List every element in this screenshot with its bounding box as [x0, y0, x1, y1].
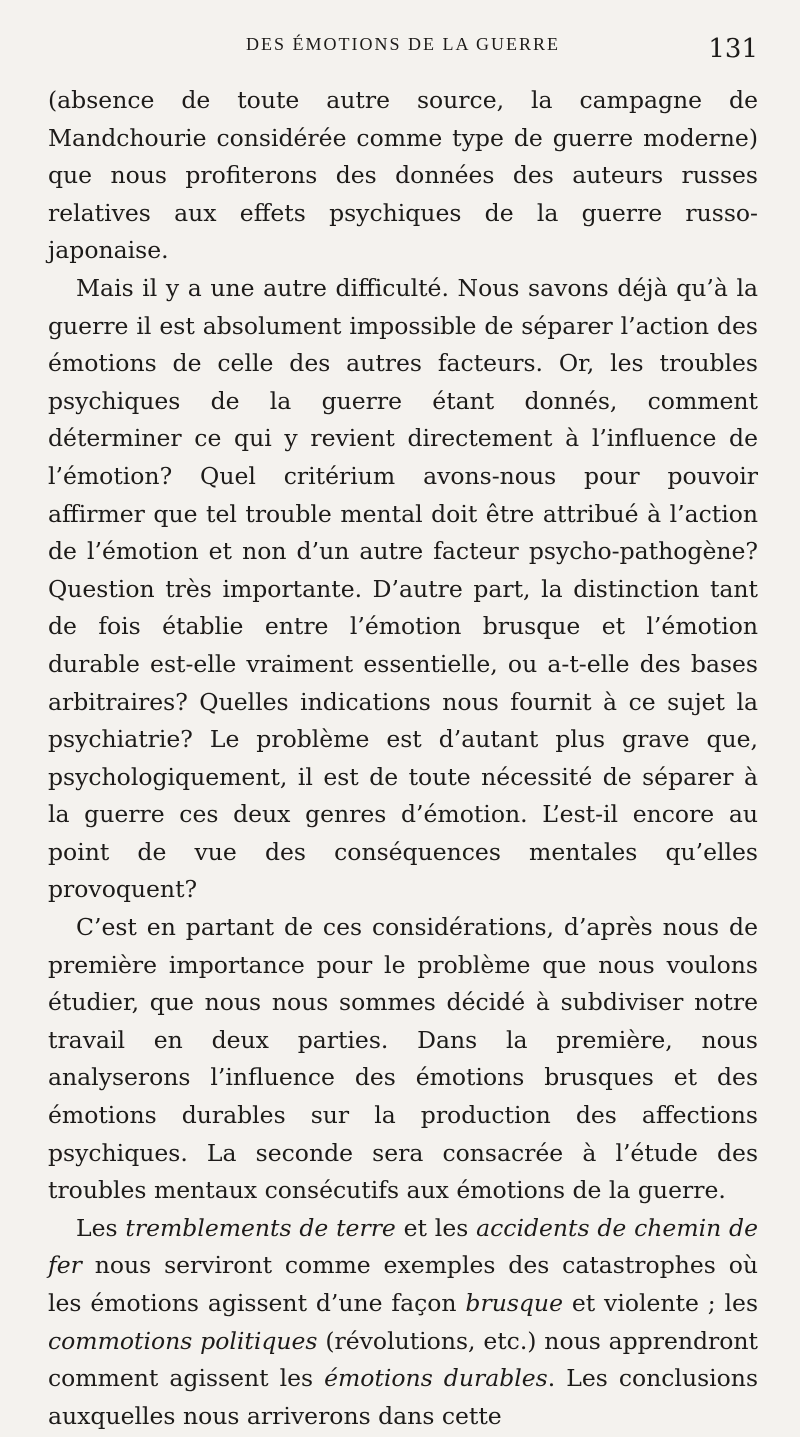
- text-run: nous serviront comme exemples des catastrophes où les émotions agissent d’une façon: [48, 1251, 758, 1317]
- text-run: et les: [395, 1213, 477, 1242]
- paragraph: [48, 1210, 758, 1436]
- paragraph: [48, 82, 758, 270]
- italic-text: accidents de chemin de fer: [48, 1213, 759, 1280]
- text-run: Mais il y a une autre difficulté. Nous savons déjà qu’à la guerre il est absolument impossible de séparer l’action des émotions de celle des autres facteurs. Or, les troubles psychiques de la guerre étant donnés, comment déterminer ce qui y revient directement à l’influence de l’émotion? Quel critérium avons-nous pour pouvoir affirmer que tel trouble mental doit être attribué à l’action de l’émotion et non d’un autre facteur psycho-pathogène? Question très importante. D’autre part, la distinction tant de fois établie entre l’émotion brusque et l’émotion durable est-elle vraiment essentielle, ou a-t-elle des bases arbitraires? Quelles indications nous fournit à ce sujet la psychiatrie? Le problème est d’autant plus grave que, psychologiquement, il est de toute nécessité de séparer à la guerre ces deux genres d’émotion. L’est-il encore au point de vue des conséquences mentales qu’elles provoquent?: [48, 273, 758, 904]
- body-text: [48, 82, 758, 1435]
- text-run: (révolutions, etc.) nous apprendront comment agissent les: [48, 1326, 758, 1393]
- paragraph: [48, 270, 758, 909]
- italic-text: tremblements de terre: [125, 1213, 396, 1242]
- text-run: (absence de toute autre source, la campagne de Mandchourie considérée comme type de guerre moderne) que nous profiterons des données des auteurs russes relatives aux effets psychiques de la guerre russo-japonaise.: [48, 86, 758, 265]
- text-run: et violente ; les: [562, 1289, 758, 1317]
- page-header: [48, 34, 758, 74]
- paragraph: [48, 909, 758, 1210]
- page-number: 131: [708, 34, 758, 64]
- text-run: Les: [76, 1213, 126, 1242]
- text-run: . Les conclusions auxquelles nous arriverons dans cette: [48, 1364, 759, 1430]
- italic-text: commotions politiques: [48, 1326, 318, 1355]
- italic-text: brusque: [465, 1289, 563, 1317]
- text-run: C’est en partant de ces considérations, d’après nous de première importance pour le problème que nous voulons étudier, que nous nous sommes décidé à subdiviser notre travail en deux parties. Dans la première, nous analyserons l’influence des émotions brusques et des émotions durables sur la production des affections psychiques. La seconde sera consacrée à l’étude des troubles mentaux consécutifs aux émotions de la guerre.: [48, 913, 758, 1205]
- running-title: DES ÉMOTIONS DE LA GUERRE: [246, 34, 560, 54]
- italic-text: émotions durables: [324, 1364, 548, 1393]
